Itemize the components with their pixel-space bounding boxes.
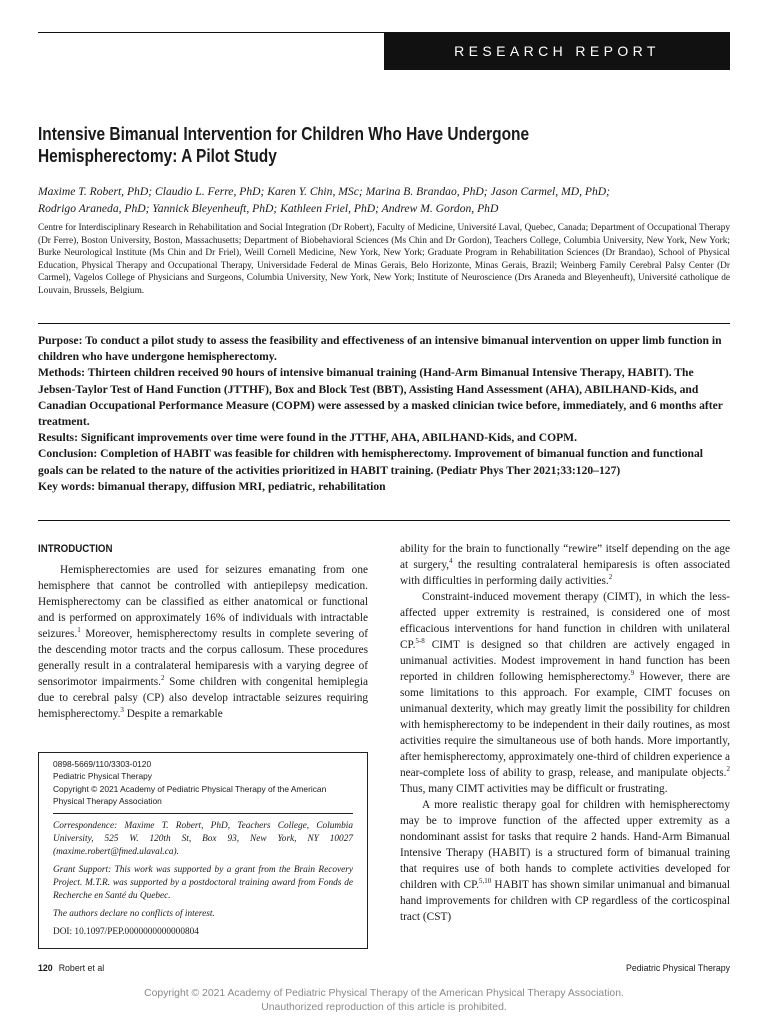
article-title [38,123,692,167]
abstract-keywords: Key words: bimanual therapy, diffusion MRI, pediatric, rehabilitation [38,479,386,493]
info-box-divider [53,813,353,814]
citation[interactable]: 2 [726,765,730,774]
copyright-notice: Copyright © 2021 Academy of Pediatric Physical Therapy of the American Physical Therapy Association [53,783,327,806]
article-info-box [38,752,368,949]
abstract-results: Results: Significant improvements over time were found in the JTTHF, AHA, ABILHAND-Kids, and COPM. [38,431,578,445]
abstract [38,333,730,495]
title-line-2: Hemispherectomy: A Pilot Study [38,146,277,166]
section-heading: INTRODUCTION [38,543,113,555]
footer-journal: Pediatric Physical Therapy [626,963,730,973]
body-column-right [400,541,730,925]
journal-name: Pediatric Physical Therapy [53,771,152,782]
citation[interactable]: 4 [449,557,453,566]
abstract-purpose: Purpose: To conduct a pilot study to assess the feasibility and effectiveness of an intensive bimanual intervention on upper limb function in children who have undergone hemispherectomy. [38,334,722,364]
correspondence: Correspondence: Maxime T. Robert, PhD, Teachers College, Columbia University, 525 W. 120th St, Box 93, New York, NY 10027 (maxime.robert@fmed.ulaval.ca). [53,821,353,858]
author-list [38,183,730,217]
copyright-line-1: Copyright © 2021 Academy of Pediatric Physical Therapy of the American Physical Therapy Association. [144,988,624,999]
running-author: Robert et al [58,963,105,973]
paragraph: Hemispherectomies are used for seizures emanating from one hemisphere that cannot be controlled with antiepilepsy medication. Hemispherectomy can be classified as either anatomical or functional and is performed on approximately 16% of individuals with intractable seizures.$^1$ Moreover, hemispherectomy results in complete severing of the descending motor tracts and the corpus callosum. These procedures generally result in a contralateral hemiparesis with a varying degree of sensorimotor impairments.$^2$ Some children with congenital hemiplegia due to cerebral palsy (CP) also develop intractable seizures requiring hemispherectomy.$^3$ Despite a remarkable [38,564,368,720]
conflict-statement: The authors declare no conflicts of interest. [53,909,215,920]
page-number: 120 [38,963,53,973]
citation[interactable]: 2 [608,573,613,582]
abstract-methods: Methods: Thirteen children received 90 hours of intensive bimanual training (Hand-Arm Bimanual Intensive Therapy, HABIT). The Jebsen-Taylor Test of Hand Function (JTTHF), Box and Block Test (BBT), Assisting Hand Assessment (AHA), ABILHAND-Kids, and Canadian Occupational Performance Measure (COPM) were assessed by a masked clinician twice before, immediately, and 6 months after treatment. [38,366,723,429]
body-column-left [38,541,368,722]
affiliations: Centre for Interdisciplinary Research in Rehabilitation and Social Integration (Dr Robert), Faculty of Medicine, Université Laval, Quebec, Canada; Department of Occupational Therapy (Dr Ferre), Boston University, Boston, Massachusetts; Department of Biobehavioral Sciences (Ms Chin and Dr Gordon), Teachers College, Columbia University, New York, New York; Burke Neurological Institute (Ms Chin and Dr Friel), Weill Cornell Medicine, New York, New York; Graduate Program in Rehabilitation Sciences (Dr Brandao), School of Physical Education, Physical Therapy and Occupational Therapy, Universidade Federal de Minas Gerais, Belo Horizonte, Minas Gerais, Brazil; Weinberg Family Cerebral Palsy Center (Dr Carmel), Vagelos College of Physicians and Surgeons, Columbia University, New York, New York; Institute of Neuroscience (Drs Araneda and Bleyenheuft), Université catholique de Louvain, Brussels, Belgium. [38,223,730,296]
grant-support: Grant Support: This work was supported by a grant from the Brain Recovery Project. M.T.R. was supported by a postdoctoral training award from Fonds de Recherche en Santé du Quebec. [53,865,353,902]
citation[interactable]: 1 [77,626,81,635]
abstract-bottom-rule [38,520,730,521]
footer-left [38,963,104,973]
copyright-footer [0,987,768,1015]
paragraph: A more realistic therapy goal for children with hemispherectomy may be to improve function of the affected upper extremity as a nondominant assist for tasks that require 2 hands. Hand-Arm Bimanual Intensive Therapy (HABIT) is a structured form of bimanual training that requires use of both hands to complete activities developed for children with CP.$^{5,10}$ HABIT has shown similar unimanual and bimanual hand improvements for children with CP regardless of the corticospinal tract (CST) [400,799,730,923]
copyright-line-2: Unauthorized reproduction of this article is prohibited. [261,1002,507,1013]
abstract-conclusion: Conclusion: Completion of HABIT was feasible for children with hemispherectomy. Improvement of bimanual function and functional goals can be related to the nature of the activities prioritized in HABIT training. (Pediatr Phys Ther 2021;33:120–127) [38,447,703,477]
citation[interactable]: 2 [160,674,165,683]
authors-line-1: Maxime T. Robert, PhD; Claudio L. Ferre, PhD; Karen Y. Chin, MSc; Marina B. Brandao, PhD; Jason Carmel, MD, PhD; [38,185,611,198]
title-line-1: Intensive Bimanual Intervention for Children Who Have Undergone [38,124,530,144]
authors-line-2: Rodrigo Araneda, PhD; Yannick Bleyenheuft, PhD; Kathleen Friel, PhD; Andrew M. Gordon, PhD [38,202,499,215]
section-banner: RESEARCH REPORT [384,32,730,70]
citation[interactable]: 3 [120,706,124,715]
citation[interactable]: 5-8 [415,637,425,646]
doi[interactable]: DOI: 10.1097/PEP.0000000000000804 [53,927,199,938]
paragraph: Constraint-induced movement therapy (CIMT), in which the less-affected upper extremity is restrained, is considered one of most efficacious interventions for hand function in children with unilateral CP.$^{5-8}$ CIMT is designed so that children are actively engaged in unimanual activities. Modest improvement in hand function has been reported in children following hemispherectomy.$^9$ However, there are some limitations to this approach. For example, CIMT focuses on unimanual dexterity, which may greatly limit the possibility for children with hemispherectomy to be independent in their daily routines, as most activities require the simultaneous use of both hands. More importantly, after hemispherectomy, approximately one-third of children experience a near-complete loss of ability to grasp, release, and manipulate objects.$^2$ Thus, many CIMT activities may be difficult or frustrating. [400,591,730,795]
paragraph: ability for the brain to functionally “rewire” itself depending on the age at surgery,$^4$ the resulting contralateral hemiparesis is often associated with difficulties in performing daily activities.$^2$ [400,543,730,587]
citation[interactable]: 5,10 [478,877,492,886]
abstract-top-rule [38,323,730,324]
issn: 0898-5669/110/3303-0120 [53,759,152,769]
citation[interactable]: 9 [630,669,635,678]
